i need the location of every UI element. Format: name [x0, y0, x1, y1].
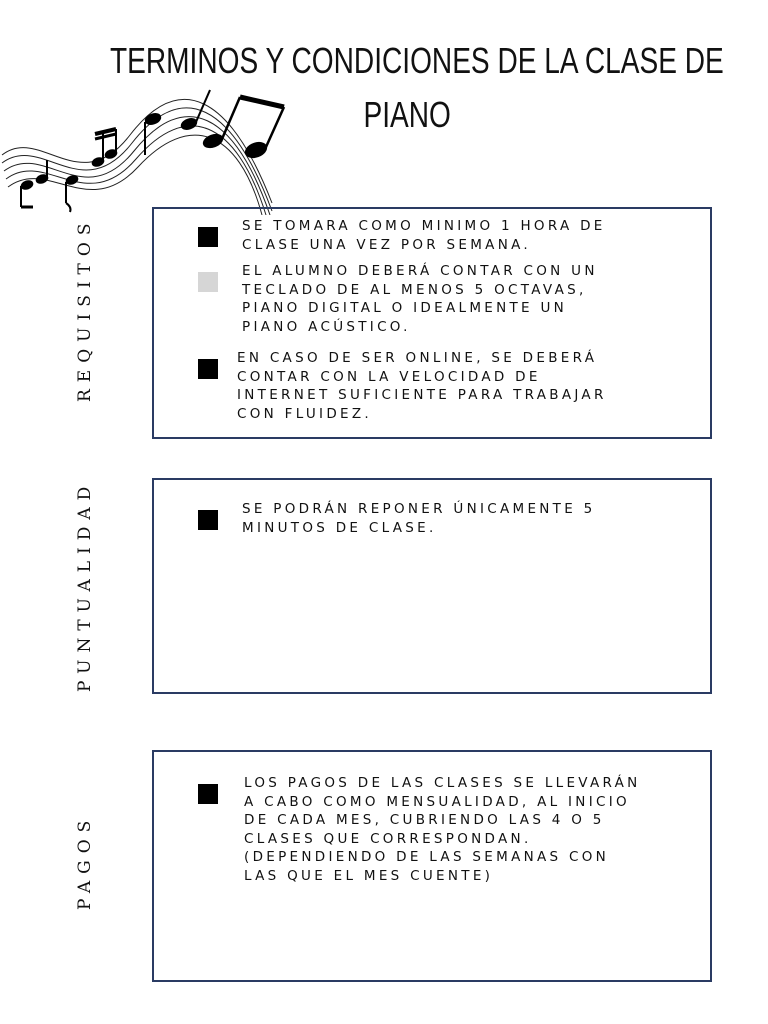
section-label-requisitos: REQUISITOS [75, 216, 95, 402]
bullet-square-icon [198, 227, 218, 247]
requisitos-box [152, 207, 712, 439]
page-title-line-2: PIANO [363, 94, 451, 135]
bullet-square-icon [198, 272, 218, 292]
bullet-square-icon [198, 359, 218, 379]
list-item-text: SE PODRÁN REPONER ÚNICAMENTE 5 MINUTOS DE CLASE. [242, 501, 596, 536]
page-title-line-1: TERMINOS Y CONDICIONES DE LA CLASE DE [110, 40, 724, 81]
list-item-text: EL ALUMNO DEBERÁ CONTAR CON UN TECLADO DE AL MENOS 5 OCTAVAS, PIANO DIGITAL O IDEALMENTE UN PIANO ACÚSTICO. [242, 263, 598, 335]
pagos-box [152, 750, 712, 982]
list-item-text: LOS PAGOS DE LAS CLASES SE LLEVARÁN A CABO COMO MENSUALIDAD, AL INICIO DE CADA MES, CUBRIENDO LAS 4 O 5 CLASES QUE CORRESPONDAN. (DEPENDIENDO DE LAS SEMANAS CON LAS QUE EL MES CUENTE) [244, 775, 641, 884]
list-item-text: SE TOMARA COMO MINIMO 1 HORA DE CLASE UNA VEZ POR SEMANA. [242, 218, 606, 253]
section-label-pagos: PAGOS [75, 813, 95, 910]
section-label-puntualidad: PUNTUALIDAD [75, 479, 95, 692]
puntualidad-box [152, 478, 712, 694]
list-item-text: EN CASO DE SER ONLINE, SE DEBERÁ CONTAR CON LA VELOCIDAD DE INTERNET SUFICIENTE PARA TRABAJAR CON FLUIDEZ. [237, 350, 607, 422]
bullet-square-icon [198, 784, 218, 804]
music-notes-staff-icon [0, 85, 300, 215]
bullet-square-icon [198, 510, 218, 530]
